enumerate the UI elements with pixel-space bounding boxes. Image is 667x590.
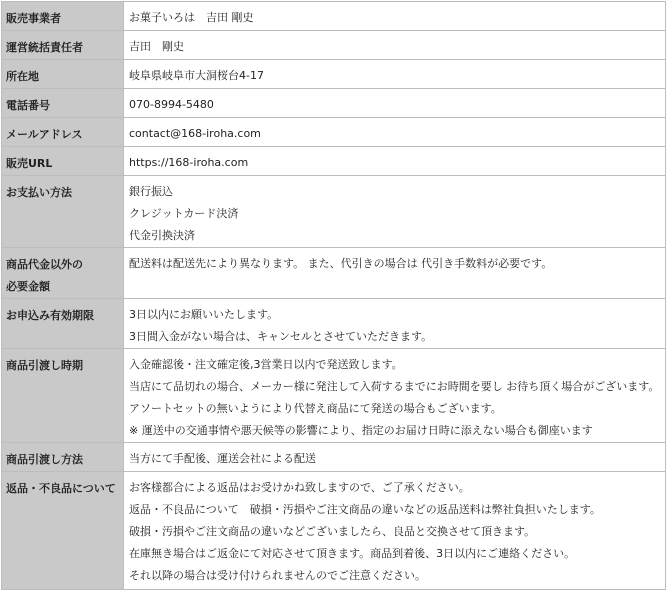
row-value-line: クレジットカード決済: [129, 207, 239, 220]
row-label-line: 販売URL: [6, 157, 53, 170]
email-value: contact@168-iroha.com: [129, 127, 261, 140]
row-label: [2, 89, 124, 118]
row-value: [124, 349, 666, 443]
row-label-line: 商品引渡し方法: [6, 453, 83, 466]
table-row: [2, 248, 666, 299]
row-label: [2, 349, 124, 443]
table-row: [2, 89, 666, 118]
row-value-line: 吉田 剛史: [129, 40, 184, 53]
row-value-line: 当方にて手配後、運送会社による配送: [129, 452, 316, 465]
row-value-line: 配送料は配送先により異なります。 また、代引きの場合は 代引き手数料が必要です。: [129, 257, 553, 270]
table-row: [2, 2, 666, 31]
row-label-line: 販売事業者: [6, 12, 61, 25]
row-value-line: 破損・汚損やご注文商品の違いなどございましたら、良品と交換させて頂きます。: [129, 525, 536, 538]
row-value-line: 入金確認後・注文確定後,3営業日以内で発送致します。: [129, 358, 403, 371]
row-label: [2, 2, 124, 31]
row-label-line: 電話番号: [6, 99, 50, 112]
row-label-line: お申込み有効期限: [6, 309, 94, 322]
row-value-line: 070-8994-5480: [129, 98, 214, 111]
row-label-line: メールアドレス: [6, 128, 83, 141]
row-value-line: 銀行振込: [129, 185, 173, 198]
row-label: [2, 299, 124, 349]
row-label-line: 返品・不良品について: [6, 482, 116, 495]
row-label: [2, 248, 124, 299]
row-value-line: 代金引換決済: [129, 229, 195, 242]
row-value-line: 3日間入金がない場合は、キャンセルとさせていただきます。: [129, 330, 433, 343]
row-value-line: 返品・不良品について 破損・汚損やご注文商品の違いなどの返品送料は弊社負担いたします。: [129, 503, 601, 516]
table-row: [2, 60, 666, 89]
row-value-line: アソートセットの無いようにより代替え商品にて発送の場合もございます。: [129, 402, 502, 415]
row-value: [124, 89, 666, 118]
row-value-line: お客様都合による返品はお受けかね致しますので、ご了承ください。: [129, 481, 470, 494]
row-value-line: ※ 運送中の交通事情や悪天候等の影響により、指定のお届け日時に添えない場合も御座います: [129, 424, 593, 437]
row-value-line: 3日以内にお願いいたします。: [129, 308, 279, 321]
row-value-line: それ以降の場合は受け付けられませんのでご注意ください。: [129, 569, 426, 582]
row-value: [124, 2, 666, 31]
row-label-line: 必要金額: [6, 280, 50, 293]
row-value: [124, 118, 666, 147]
row-value: [124, 147, 666, 176]
table-row: [2, 176, 666, 248]
row-label-line: 所在地: [6, 70, 39, 83]
row-value: [124, 60, 666, 89]
row-label: [2, 60, 124, 89]
row-label: [2, 118, 124, 147]
row-label-line: お支払い方法: [6, 186, 72, 199]
sales-url-value: https://168-iroha.com: [129, 156, 249, 169]
legal-info-table: [1, 1, 666, 590]
table-row: [2, 31, 666, 60]
row-label: [2, 472, 124, 590]
table-row: [2, 443, 666, 472]
row-label-line: 運営統括責任者: [6, 41, 83, 54]
row-value: [124, 443, 666, 472]
table-row: [2, 299, 666, 349]
row-label: [2, 443, 124, 472]
row-value-line: 当店にて品切れの場合、メーカー様に発注して入荷するまでにお時間を要し お待ち頂く場合がございます。: [129, 380, 660, 393]
table-row: [2, 472, 666, 590]
row-label: [2, 147, 124, 176]
row-value: [124, 299, 666, 349]
table-row: [2, 349, 666, 443]
row-value: [124, 31, 666, 60]
row-label-line: 商品代金以外の: [6, 258, 83, 271]
table-row: [2, 118, 666, 147]
row-label-line: 商品引渡し時期: [6, 359, 83, 372]
row-value-line: 岐阜県岐阜市大洞桜台4-17: [129, 69, 264, 82]
row-value-line: 在庫無き場合はご返金にて対応させて頂きます。商品到着後、3日以内にご連絡ください。: [129, 547, 576, 560]
row-value: [124, 176, 666, 248]
row-value: [124, 248, 666, 299]
row-label: [2, 176, 124, 248]
row-value-line: お菓子いろは 吉田 剛史: [129, 11, 254, 24]
row-value: [124, 472, 666, 590]
table-row: [2, 147, 666, 176]
row-label: [2, 31, 124, 60]
